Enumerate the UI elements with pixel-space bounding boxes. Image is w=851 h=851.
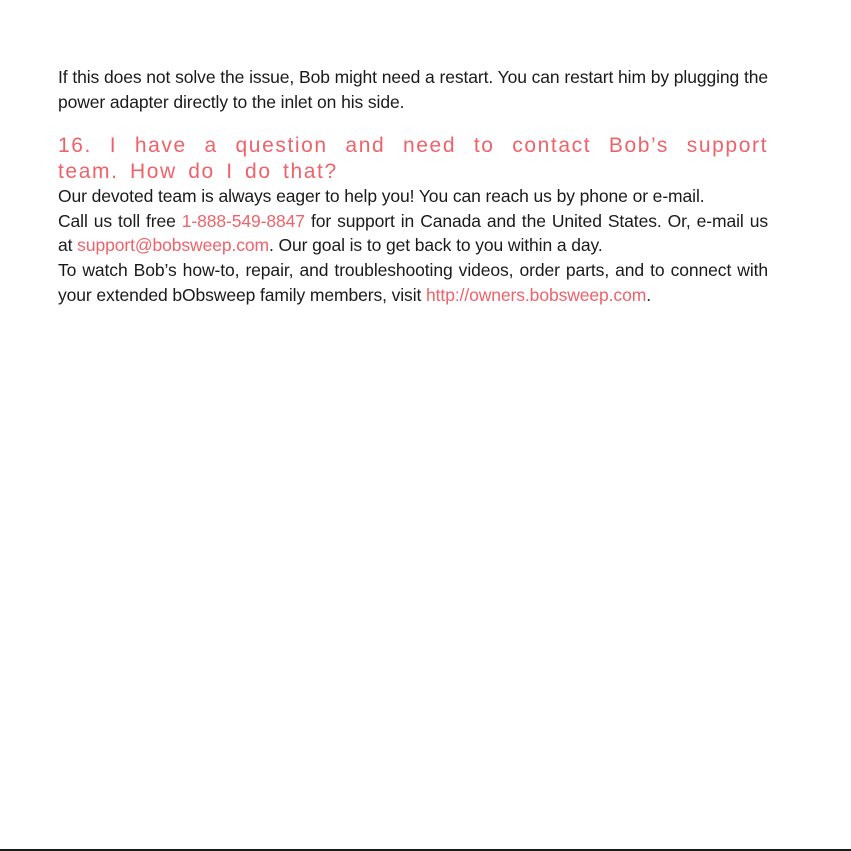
faq-16-paragraph-1: Our devoted team is always eager to help you! You can reach us by phone or e-mail. (58, 186, 705, 207)
phone-number-link[interactable]: 1-888-549-8847 (181, 210, 305, 231)
closing-period: . (646, 284, 651, 305)
faq-16-heading: 16. I have a question and need to contact Bob’s support team. How do I do that? (58, 134, 768, 183)
videos-text: To watch Bob’s how-to, repair, and troubleshooting videos, order parts, and to connect with your extended bObsweep family members, visit (58, 259, 768, 305)
response-time-text: . Our goal is to get back to you within a day. (269, 235, 603, 256)
owners-site-link[interactable]: http://owners.bobsweep.com (426, 284, 647, 305)
faq-16-paragraph-3 (58, 258, 768, 307)
toll-free-text: Call us toll free (58, 210, 182, 231)
support-region-text: for support in Canada and the United States. Or, e-mail us at (58, 210, 768, 256)
faq-16-paragraph-2 (58, 209, 768, 258)
support-email-link[interactable]: support@bobsweep.com (77, 235, 270, 256)
document-content (58, 65, 768, 307)
intro-paragraph: If this does not solve the issue, Bob might need a restart. You can restart him by plugging the power adapter directly to the inlet on his side. (58, 67, 768, 112)
